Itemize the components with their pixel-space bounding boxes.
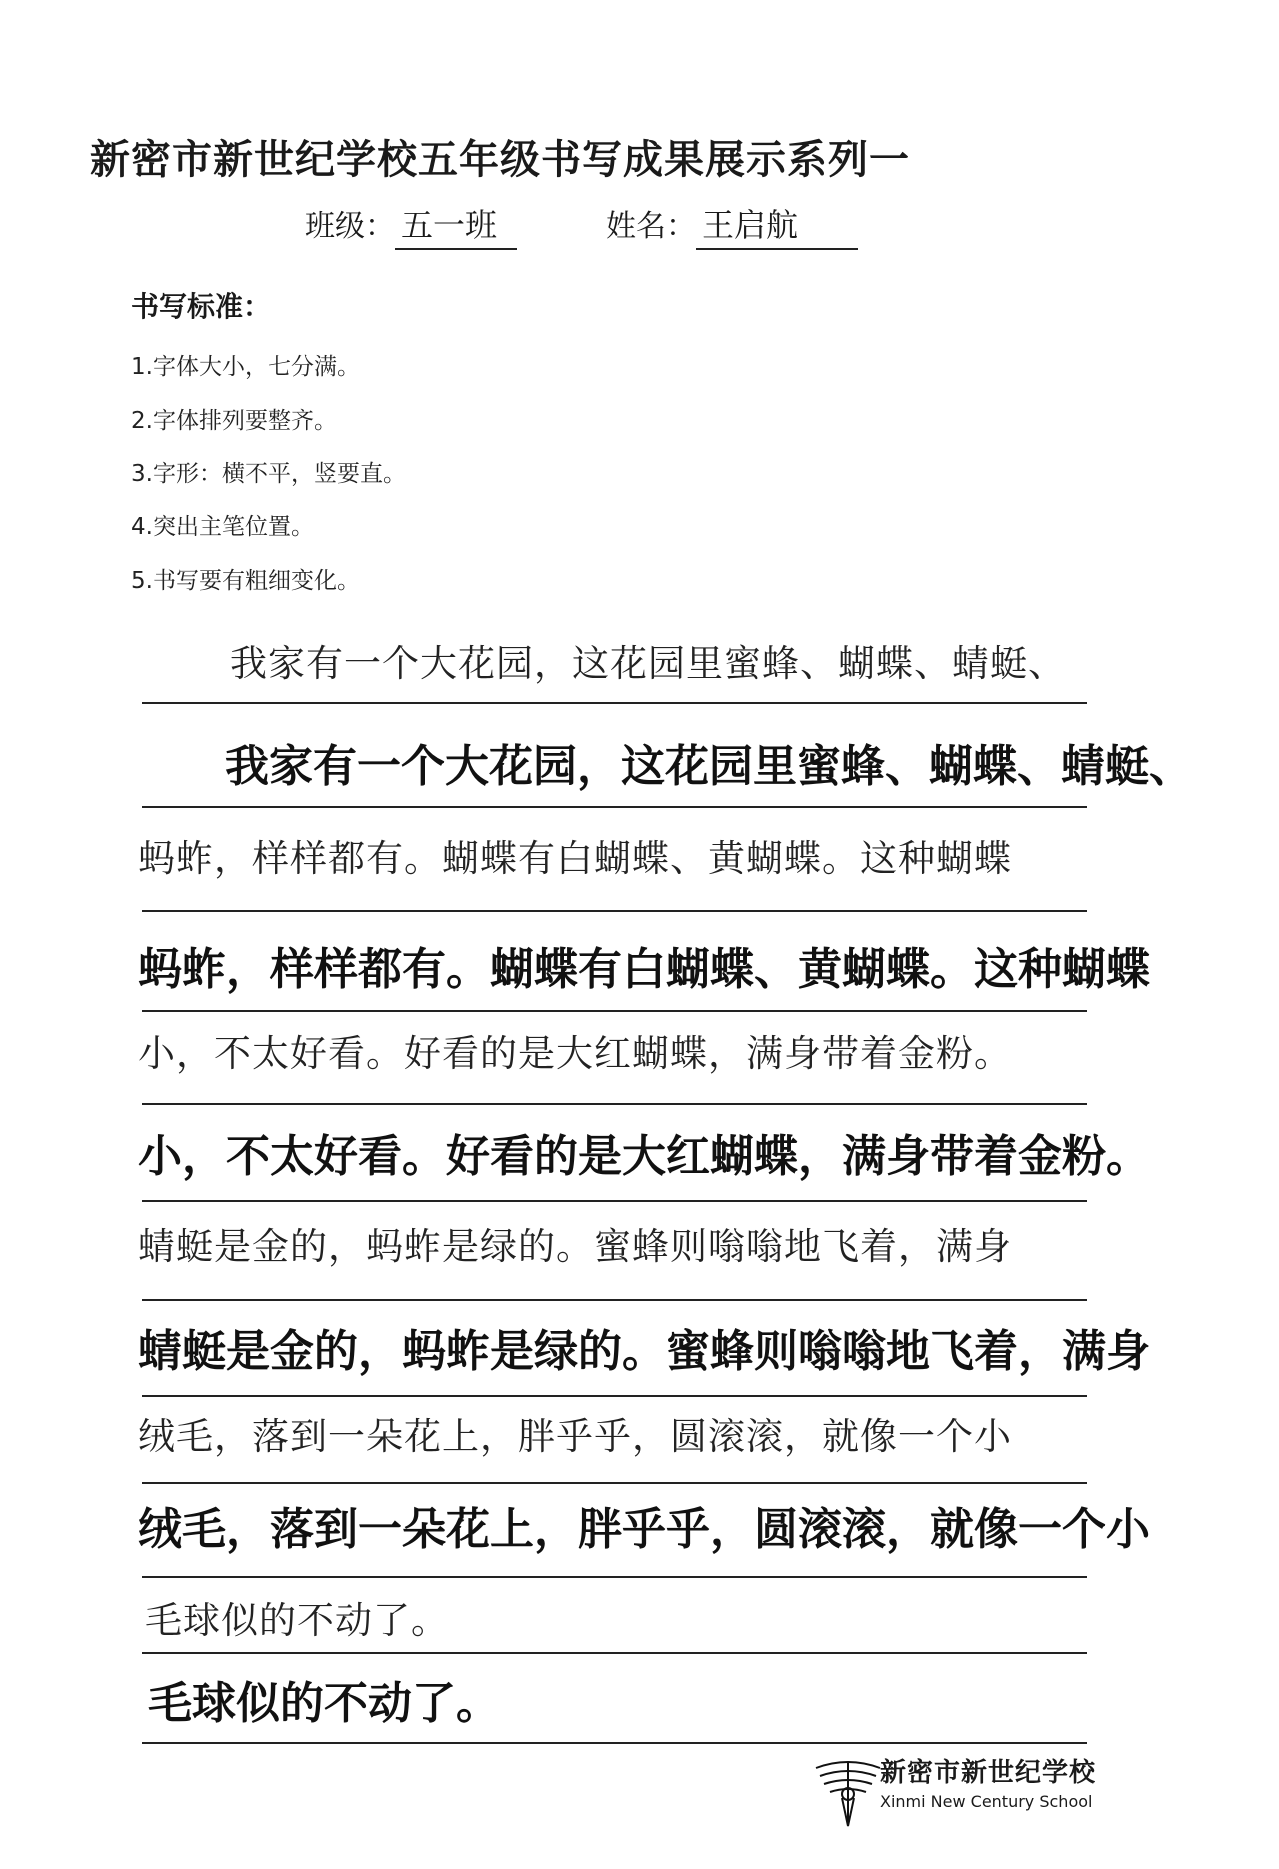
school-name-cn: 新密市新世纪学校 bbox=[880, 1758, 1097, 1788]
handwritten-line: 蚂蚱，样样都有。蝴蝶有白蝴蝶、黄蝴蝶。这种蝴蝶 bbox=[138, 944, 1150, 995]
standards-heading: 书写标准： bbox=[131, 290, 272, 323]
writing-rule bbox=[142, 1299, 1087, 1301]
printed-line: 我家有一个大花园，这花园里蜜蜂、蝴蝶、蜻蜓、 bbox=[230, 642, 1066, 685]
printed-line: 毛球似的不动了。 bbox=[145, 1599, 449, 1642]
writing-rule bbox=[142, 1395, 1087, 1397]
writing-rule bbox=[142, 702, 1087, 704]
standard-item: 5.书写要有粗细变化。 bbox=[131, 568, 360, 594]
handwritten-line: 小，不太好看。好看的是大红蝴蝶，满身带着金粉。 bbox=[138, 1131, 1150, 1182]
standard-item: 2.字体排列要整齐。 bbox=[131, 408, 337, 434]
printed-line: 小，不太好看。好看的是大红蝴蝶，满身带着金粉。 bbox=[138, 1032, 1012, 1075]
handwritten-line: 毛球似的不动了。 bbox=[148, 1678, 500, 1729]
standard-item: 4.突出主笔位置。 bbox=[131, 514, 314, 540]
standard-item: 1.字体大小，七分满。 bbox=[131, 354, 360, 380]
class-field bbox=[305, 200, 517, 250]
writing-rule bbox=[142, 806, 1087, 808]
writing-rule bbox=[142, 1576, 1087, 1578]
printed-line: 绒毛，落到一朵花上，胖乎乎，圆滚滚，就像一个小 bbox=[138, 1415, 1012, 1458]
handwritten-line: 绒毛，落到一朵花上，胖乎乎，圆滚滚，就像一个小 bbox=[138, 1504, 1150, 1555]
handwritten-line: 我家有一个大花园，这花园里蜜蜂、蝴蝶、蜻蜓、 bbox=[225, 741, 1193, 792]
writing-rule bbox=[142, 910, 1087, 912]
name-label: 姓名： bbox=[606, 209, 696, 244]
writing-rule bbox=[142, 1742, 1087, 1744]
writing-rule bbox=[142, 1200, 1087, 1202]
printed-line: 蚂蚱，样样都有。蝴蝶有白蝴蝶、黄蝴蝶。这种蝴蝶 bbox=[138, 837, 1012, 880]
writing-rule bbox=[142, 1010, 1087, 1012]
writing-rule bbox=[142, 1652, 1087, 1654]
name-field bbox=[606, 200, 858, 250]
class-value: 五一班 bbox=[395, 200, 517, 250]
writing-rule bbox=[142, 1482, 1087, 1484]
name-value: 王启航 bbox=[696, 200, 858, 250]
school-emblem-icon bbox=[808, 1748, 888, 1828]
standard-item: 3.字形：横不平，竖要直。 bbox=[131, 461, 406, 487]
printed-line: 蜻蜓是金的，蚂蚱是绿的。蜜蜂则嗡嗡地飞着，满身 bbox=[138, 1225, 1012, 1268]
page-title: 新密市新世纪学校五年级书写成果展示系列一 bbox=[90, 136, 910, 183]
school-name-en: Xinmi New Century School bbox=[880, 1792, 1093, 1811]
handwritten-line: 蜻蜓是金的，蚂蚱是绿的。蜜蜂则嗡嗡地飞着，满身 bbox=[138, 1326, 1150, 1377]
class-label: 班级： bbox=[305, 209, 395, 244]
writing-rule bbox=[142, 1103, 1087, 1105]
